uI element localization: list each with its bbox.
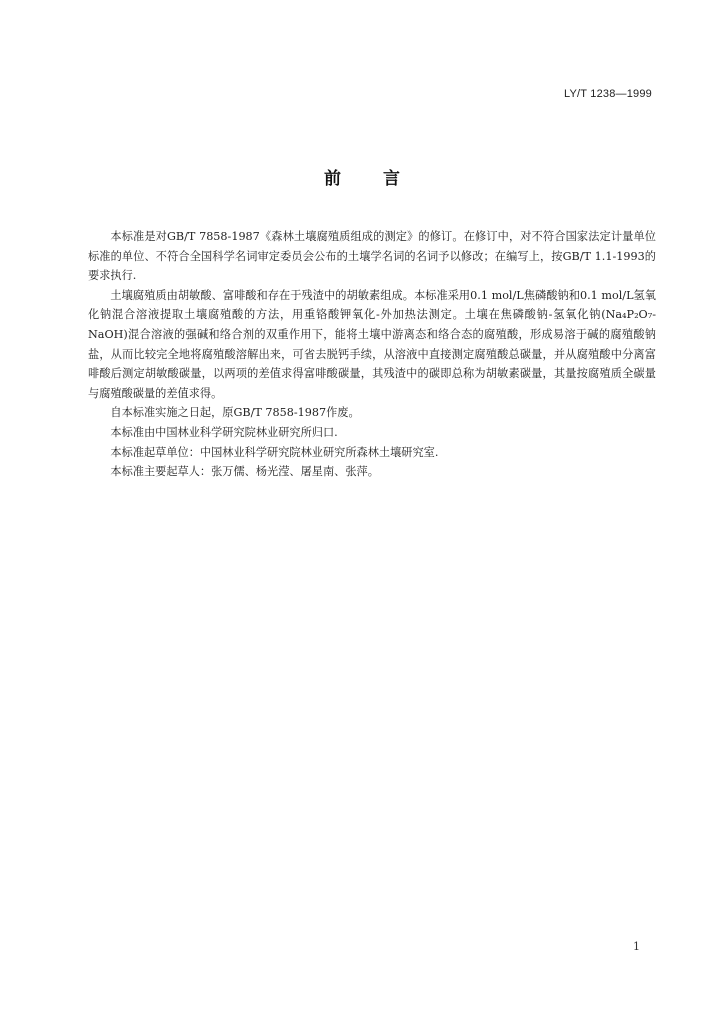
paragraph-supersede: 自本标准实施之日起，原GB/T 7858-1987作废。 [110, 406, 360, 420]
standard-code: LY/T 1238—1999 [563, 88, 652, 100]
paragraph-drafting-unit: 本标准起草单位：中国林业科学研究院林业研究所森林土壤研究室. [110, 445, 439, 459]
paragraph-revision: 本标准是对GB/T 7858-1987《森林土壤腐殖质组成的测定》的修订。在修订中，对不符合国家法定计量单位标准的单位、不符合全国科学名词审定委员会公布的土壤学名词的名词予以修改；在编写上，按GB/T 1.1-1993的要求执行. [88, 230, 656, 283]
paragraph-method: 土壤腐殖质由胡敏酸、富啡酸和存在于残渣中的胡敏素组成。本标准采用0.1 mol/L焦磷酸钠和0.1 mol/L氢氧化钠混合溶液提取土壤腐殖酸的方法，用重铬酸钾氧化-外加热法测定。土壤在焦磷酸钠-氢氧化钠(Na₄P₂O₇-NaOH)混合溶液的强碱和络合剂的双重作用下，能将土壤中游离态和络合态的腐殖酸，形成易溶于碱的腐殖酸钠盐，从而比较完全地将腐殖酸溶解出来，可省去脱钙手续，从溶液中直接测定腐殖酸总碳量，并从腐殖酸中分离富啡酸后测定胡敏酸碳量，以两项的差值求得富啡酸碳量，其残渣中的碳即总称为胡敏素碳量，其量按腐殖质全碳量与腐殖酸碳量的差值求得。 [88, 288, 656, 400]
paragraph-administration: 本标准由中国林业科学研究院林业研究所归口. [110, 425, 338, 439]
title-char-1: 前 [324, 169, 341, 189]
paragraph-drafters: 本标准主要起草人：张万儒、杨光滢、屠星南、张萍。 [110, 465, 379, 479]
page-title [0, 164, 724, 189]
title-char-2: 言 [383, 169, 400, 189]
page-number: 1 [633, 940, 640, 953]
body-text [88, 227, 656, 482]
